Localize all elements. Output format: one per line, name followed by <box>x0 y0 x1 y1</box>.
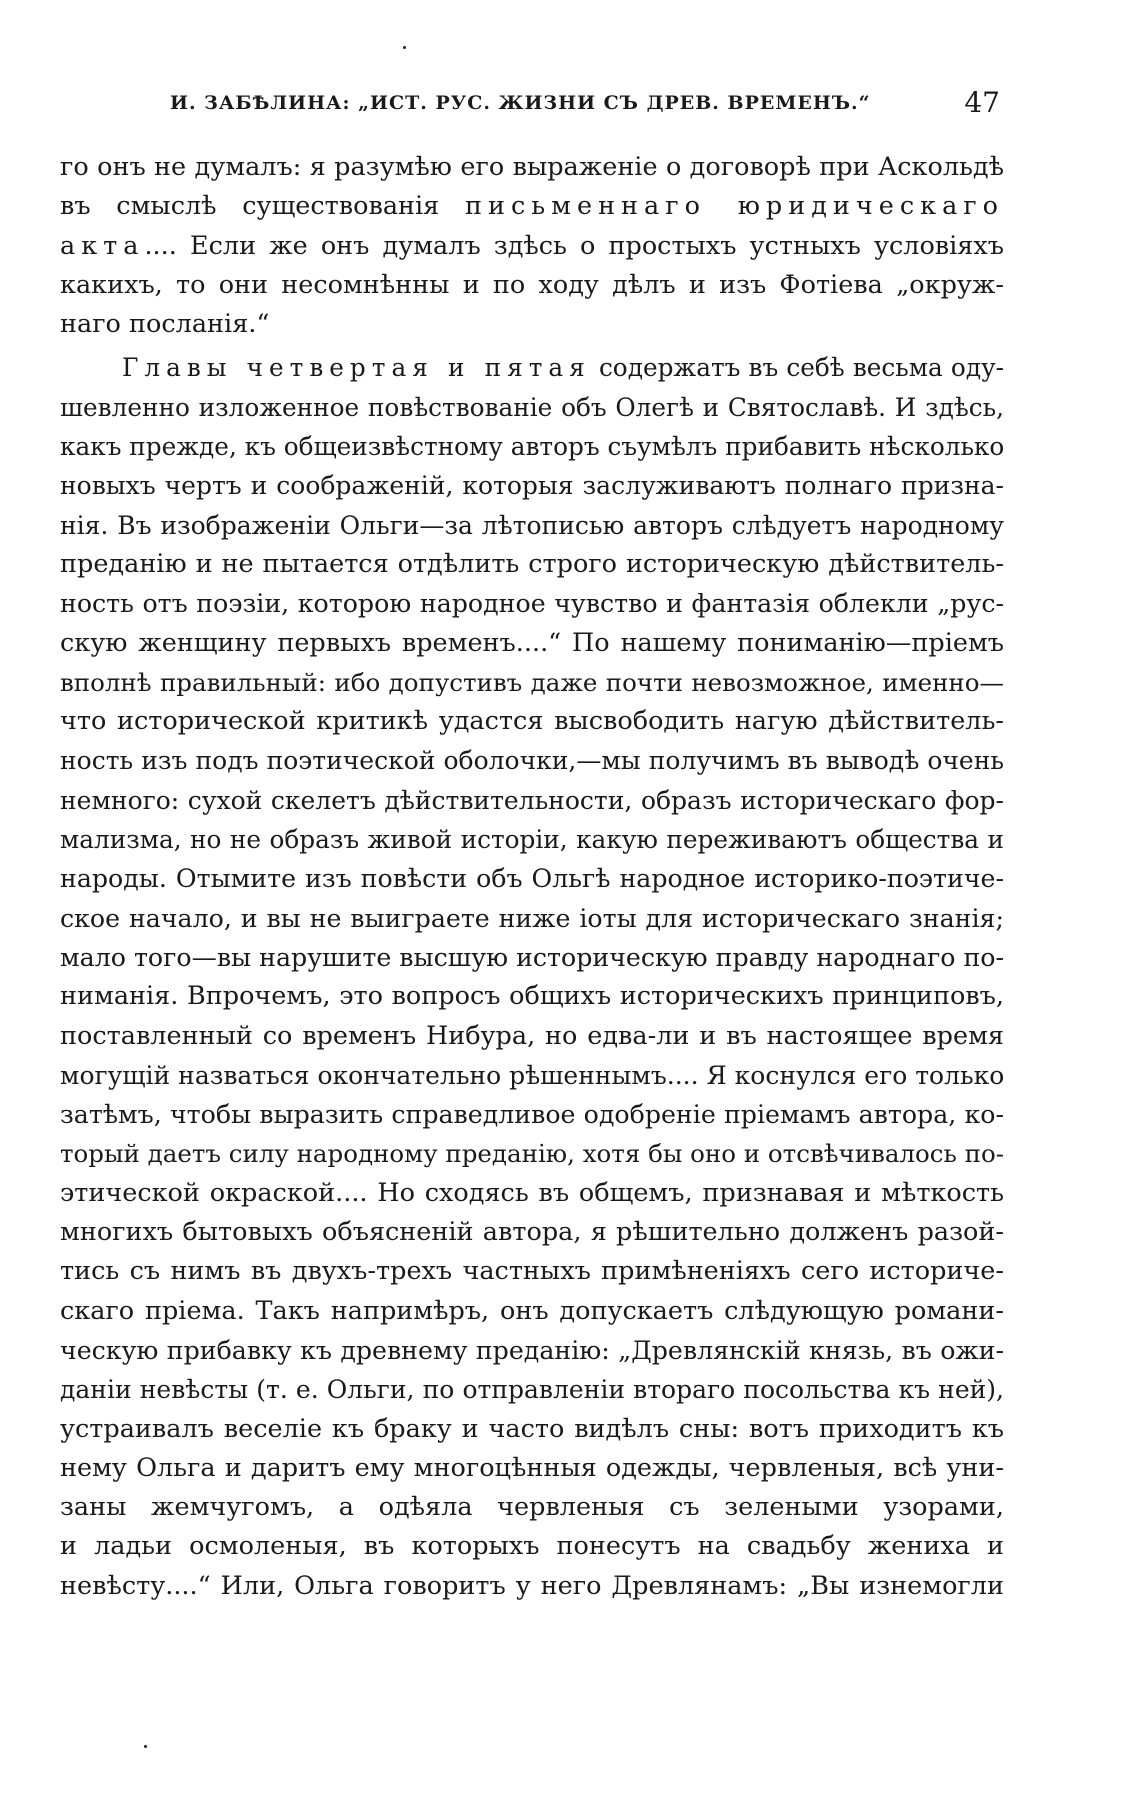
text-line: многихъ бытовыхъ объясненій автора, я рѣшительно долженъ разой- <box>60 1217 1004 1248</box>
text-line: устраивалъ веселіе къ браку и часто видѣлъ сны: вотъ приходитъ къ <box>60 1413 1004 1444</box>
text-line: шевленно изложенное повѣствованіе объ Олегѣ и Святославѣ. И здѣсь, <box>60 392 1004 422</box>
text-line <box>60 348 1004 387</box>
paragraph-2 <box>60 348 1004 1606</box>
text-line: могущій назваться окончательно рѣшеннымъ.... Я коснулся его только <box>60 1060 1005 1090</box>
text-line: невѣсту....“ Или, Ольга говоритъ у него Древлянамъ: „Вы изнемогли <box>60 1570 1004 1601</box>
text-line: преданію и не пытается отдѣлить строго историческую дѣйствитель- <box>60 548 1004 579</box>
text-line <box>60 187 1004 226</box>
text-line: заны жемчугомъ, а одѣяла червленыя съ зелеными узорами, <box>60 1492 1004 1523</box>
spaced-text: Главы четвертая и пятая <box>122 353 591 383</box>
text-line: ческую прибавку къ древнему преданію: „Древлянскій князь, въ ожи- <box>60 1335 1004 1365</box>
spaced-text: акта <box>60 230 145 261</box>
text-line: даніи невѣсты (т. е. Ольги, по отправленіи втораго посольства къ ней), <box>60 1375 1004 1405</box>
text-line: какихъ, то они несомнѣнны и по ходу дѣлъ и изъ Фотіева „окруж- <box>60 269 1004 300</box>
text-line: немного: сухой скелетъ дѣйствительности, образъ историческаго фор- <box>60 785 1004 815</box>
text-line: этической окраской.... Но сходясь въ общемъ, признавая и мѣткость <box>60 1177 1004 1208</box>
text-line: нія. Въ изображеніи Ольги—за лѣтописью авторъ слѣдуетъ народному <box>60 510 1004 540</box>
page-number: 47 <box>964 86 1000 119</box>
spaced-text: письменнаго юридическаго <box>464 191 1004 222</box>
text-line: тись съ нимъ въ двухъ-трехъ частныхъ примѣненіяхъ сего историче- <box>60 1256 1004 1287</box>
text-line: что исторической критикѣ удастся высвободить нагую дѣйствитель- <box>60 706 1004 737</box>
text-line: новыхъ чертъ и соображеній, которыя заслуживаютъ полнаго призна- <box>60 471 1004 501</box>
text-line: ность отъ поэзіи, которою народное чувство и фантазія облекли „рус- <box>60 589 1004 619</box>
running-head: И. ЗАБѢЛИНА: „ИСТ. РУС. ЖИЗНИ СЪ ДРЕВ. ВРЕМЕНЪ.“ <box>170 92 871 114</box>
text-line: и ладьи осмоленыя, въ которыхъ понесутъ на свадьбу жениха и <box>60 1531 1004 1562</box>
ink-speck-top <box>403 46 406 49</box>
text-line: торый даетъ силу народному преданію, хотя бы оно и отсвѣчивалось по- <box>60 1139 1004 1169</box>
text-line: скую женщину первыхъ временъ....“ По нашему пониманію—пріемъ <box>60 627 1004 658</box>
text-run: въ смыслѣ существованія <box>60 191 465 222</box>
paragraph-1 <box>60 148 1004 344</box>
text-line: ское начало, и вы не выиграете ниже іоты для историческаго знанія; <box>60 903 1004 933</box>
text-run: .... Если же онъ думалъ здѣсь о простыхъ устныхъ условіяхъ <box>144 230 1004 261</box>
text-run: содержатъ въ себѣ весьма оду- <box>590 353 1004 383</box>
text-line: какъ прежде, къ общеизвѣстному авторъ съумѣлъ прибавить нѣсколько <box>60 432 1005 462</box>
text-line: ниманія. Впрочемъ, это вопросъ общихъ историческихъ принциповъ, <box>60 981 1004 1012</box>
text-line: народы. Отымите изъ повѣсти объ Ольгѣ народное историко-поэтиче- <box>60 864 1004 894</box>
text-line: наго посланія.“ <box>60 309 270 340</box>
text-line: затѣмъ, чтобы выразить справедливое одобреніе пріемамъ автора, ко- <box>60 1100 1004 1130</box>
text-line: мало того—вы нарушите высшую историческую правду народнаго по- <box>60 942 1005 972</box>
text-line: мализма, но не образъ живой исторіи, какую переживаютъ общества и <box>60 825 1004 855</box>
body-text <box>60 148 1004 1606</box>
text-line: нему Ольга и даритъ ему многоцѣнныя одежды, червленыя, всѣ уни- <box>60 1452 1004 1483</box>
text-line: поставленный со временъ Нибура, но едва-ли и въ настоящее время <box>60 1020 1004 1051</box>
text-line: вполнѣ правильный: ибо допустивъ даже почти невозможное, именно— <box>60 667 1004 697</box>
text-line <box>60 227 1004 266</box>
page-header <box>60 86 1000 126</box>
ink-speck-bottom <box>144 1745 147 1748</box>
text-line: ность изъ подъ поэтической оболочки,—мы получимъ въ выводѣ очень <box>60 746 1004 776</box>
text-line: скаго пріема. Такъ напримѣръ, онъ допускаетъ слѣдующую романи- <box>60 1295 1004 1326</box>
text-line: го онъ не думалъ: я разумѣю его выраженіе о договорѣ при Аскольдѣ <box>60 152 1004 182</box>
